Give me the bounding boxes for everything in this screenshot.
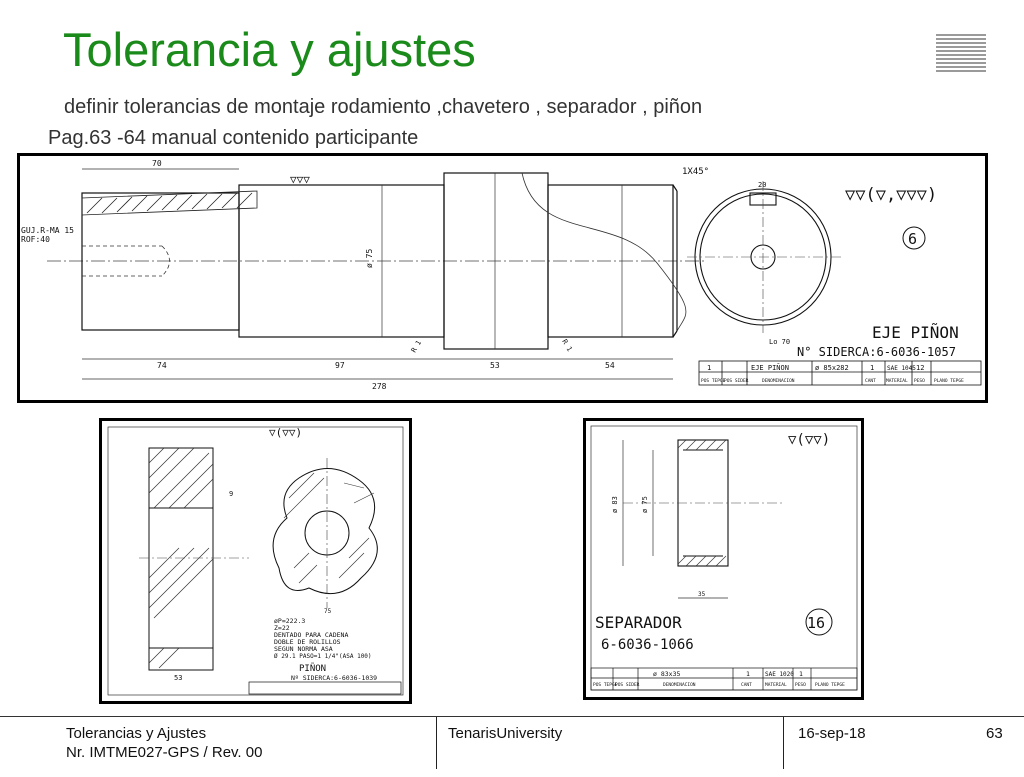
- spacer-table-weight: 1: [799, 670, 803, 678]
- shaft-table-material: SAE 1045: [887, 365, 916, 372]
- slide-subtitle: definir tolerancias de montaje rodamiento ,chavetero , separador , piñon: [64, 96, 703, 118]
- shaft-roughness-legend: ▽▽(▽,▽▽▽): [845, 185, 938, 205]
- spacer-th-material: MATERIAL: [765, 683, 787, 688]
- shaft-th-pos: POS TEPGE: [701, 379, 726, 384]
- shaft-dim-lo70: Lo 70: [769, 338, 791, 346]
- spacer-dim-35: 35: [698, 591, 706, 598]
- slide-reference: Pag.63 -64 manual contenido participante: [48, 127, 419, 149]
- slide-title: Tolerancia y ajustes: [63, 23, 476, 76]
- shaft-table-qty: 1: [870, 364, 875, 372]
- shaft-table-weight: 12: [916, 364, 925, 372]
- shaft-dim-97: 97: [335, 361, 345, 370]
- shaft-balloon: 6: [908, 230, 918, 248]
- shaft-roughness-mark: ▽▽▽: [290, 173, 310, 186]
- pinion-dim-9: 9: [229, 490, 234, 498]
- spacer-title: SEPARADOR: [595, 613, 682, 632]
- shaft-title: EJE PIÑON: [872, 323, 959, 342]
- pinion-title: PIÑON: [299, 664, 327, 674]
- pinion-roughness: ▽(▽▽): [269, 426, 303, 439]
- footer: [0, 716, 1024, 769]
- spacer-th-possider: POS SIDER: [615, 683, 640, 688]
- footer-doc-ref: Nr. IMTME027-GPS / Rev. 00: [66, 744, 263, 761]
- shaft-th-possider: POS SIDER: [724, 379, 749, 384]
- spacer-balloon: 16: [807, 614, 826, 632]
- shaft-dim-20: 20: [758, 181, 767, 189]
- pinion-note-2: Z=22: [274, 624, 290, 632]
- shaft-drawing: [17, 153, 988, 403]
- pinion-note-4: DOBLE DE ROLILLOS: [274, 638, 341, 646]
- pinion-note-1: øP=222.3: [274, 617, 306, 625]
- shaft-th-cant: CANT: [865, 379, 876, 384]
- shaft-dim-70: 70: [152, 159, 162, 168]
- pinion-note-5: SEGUN NORMA ASA: [274, 645, 333, 653]
- footer-page-number: 63: [986, 725, 1003, 742]
- shaft-radius-2: R 1: [560, 338, 574, 353]
- footer-divider: [436, 717, 437, 769]
- pinion-part-no: Nº SIDERCA:6-6036-1039: [291, 674, 378, 682]
- shaft-th-peso: PESO: [914, 379, 925, 384]
- pinion-dim-75: 75: [324, 608, 332, 615]
- spacer-dim-d83: ø 83: [611, 496, 619, 513]
- spacer-roughness: ▽(▽▽): [788, 432, 831, 448]
- spacer-th-plano: PLANO TEPGE: [815, 683, 845, 688]
- spacer-th-pos: POS TEPGE: [593, 683, 618, 688]
- spacer-th-denom: DENOMINACION: [663, 683, 696, 688]
- shaft-table-name: EJE PIÑON: [751, 364, 789, 372]
- footer-course: Tolerancias y Ajustes: [66, 725, 207, 742]
- footer-date: 16-sep-18: [798, 725, 866, 742]
- shaft-th-plano: PLANO TEPGE: [934, 379, 964, 384]
- shaft-chamfer: 1X45°: [682, 167, 710, 177]
- shaft-note-2: ROF:40: [21, 235, 50, 244]
- tenaris-logo-icon: [936, 34, 986, 78]
- pinion-dim-53: 53: [174, 674, 183, 682]
- spacer-drawing: [583, 418, 864, 700]
- shaft-dim-54: 54: [605, 361, 615, 370]
- shaft-radius-1: R 1: [409, 339, 424, 354]
- shaft-dim-53: 53: [490, 361, 500, 370]
- spacer-table-material: SAE 1020: [765, 671, 794, 678]
- spacer-th-peso: PESO: [795, 683, 806, 688]
- footer-org: TenarisUniversity: [448, 725, 563, 742]
- spacer-part-no: 6-6036-1066: [601, 637, 694, 653]
- pinion-note-6: Ø 29.1 PASO=1 1/4"(ASA 100): [274, 653, 372, 660]
- spacer-th-cant: CANT: [741, 683, 752, 688]
- shaft-th-material: MATERIAL: [886, 379, 908, 384]
- footer-divider: [783, 717, 784, 769]
- spacer-dim-d75: ø 75: [641, 496, 649, 513]
- shaft-table-pos: 1: [707, 364, 712, 372]
- spacer-table-size: ø 83x35: [653, 670, 681, 678]
- shaft-dim-d75: ø 75: [365, 248, 374, 268]
- spacer-table-qty: 1: [746, 670, 750, 678]
- shaft-dim-278: 278: [372, 382, 387, 391]
- shaft-dim-74: 74: [157, 361, 167, 370]
- shaft-th-denom: DENOMINACION: [762, 379, 795, 384]
- shaft-note-1: GUJ.R-MA 15: [21, 226, 74, 235]
- shaft-table-size: ø 85x282: [815, 364, 849, 372]
- pinion-note-3: DENTADO PARA CADENA: [274, 631, 349, 639]
- pinion-drawing: [99, 418, 412, 704]
- shaft-part-no: N° SIDERCA:6-6036-1057: [797, 345, 956, 359]
